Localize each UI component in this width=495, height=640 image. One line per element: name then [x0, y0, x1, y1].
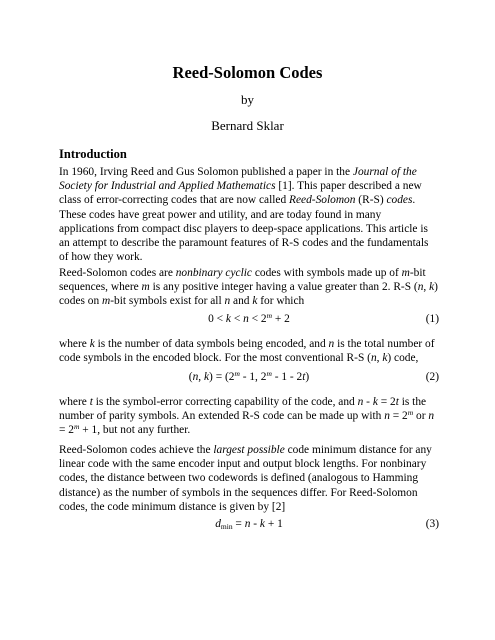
section-heading: Introduction: [59, 147, 127, 161]
equation-2-expression: (n, $k) = (2^m - 1$, 2$^m$ - 1 - 2t): [188, 369, 310, 383]
paragraph-min-distance: Reed-Solomon codes achieve the largest possible code minimum distance for any linear code with the same encoder input and output block lengths. For nonbinary codes, the distance between two codewords is defined (analogous to Hamming distance) as the number of symbols in the sequences differ. For Reed-Solomon codes, the code minimum distance is given by [2]: [59, 444, 432, 513]
equation-1-number: (1): [425, 313, 439, 325]
equation-3: [59, 518, 439, 533]
paragraph-parity: where t is the symbol-error correcting capability of the code, and n - k = 2t is the number of parity symbols. An extended R-S code can be made up with $n = 2^m$ or $n = 2^m + 1$, but not any further.: [59, 396, 435, 437]
equation-3-expression: $d_{min} = n - k + 1$: [215, 518, 283, 531]
equation-2: [59, 371, 439, 386]
byline-by: by: [241, 92, 254, 107]
paper-title: Reed-Solomon Codes: [172, 63, 323, 82]
equation-3-number: (3): [425, 518, 439, 530]
paragraph-intro: In 1960, Irving Reed and Gus Solomon published a paper in the Journal of the Society for Industrial and Applied Mathematics [1]. This paper described a new class of error-correcting codes that are now called Reed-Solomon (R-S) codes. These codes have great power and utility, and are today found in many applications from compact disc players to deep-space applications. This article is an attempt to describe the paramount features of R-S codes and the fundamentals of how they work.: [59, 166, 429, 264]
author-name: Bernard Sklar: [211, 118, 284, 133]
equation-2-number: (2): [425, 371, 439, 383]
paragraph-definition: Reed-Solomon codes are nonbinary cyclic codes with symbols made up of m-bit sequences, where m is any positive integer having a value greater than 2. R-S (n, k) codes on m-bit symbols exist for all n and k for which: [59, 267, 438, 308]
paragraph-parameters: where k is the number of data symbols being encoded, and n is the total number of code symbols in the encoded block. For the most conventional R-S (n, k) code,: [59, 338, 435, 365]
equation-1-expression: $0 < k < n < 2^m + 2$: [208, 311, 290, 325]
equation-1: [59, 313, 439, 328]
